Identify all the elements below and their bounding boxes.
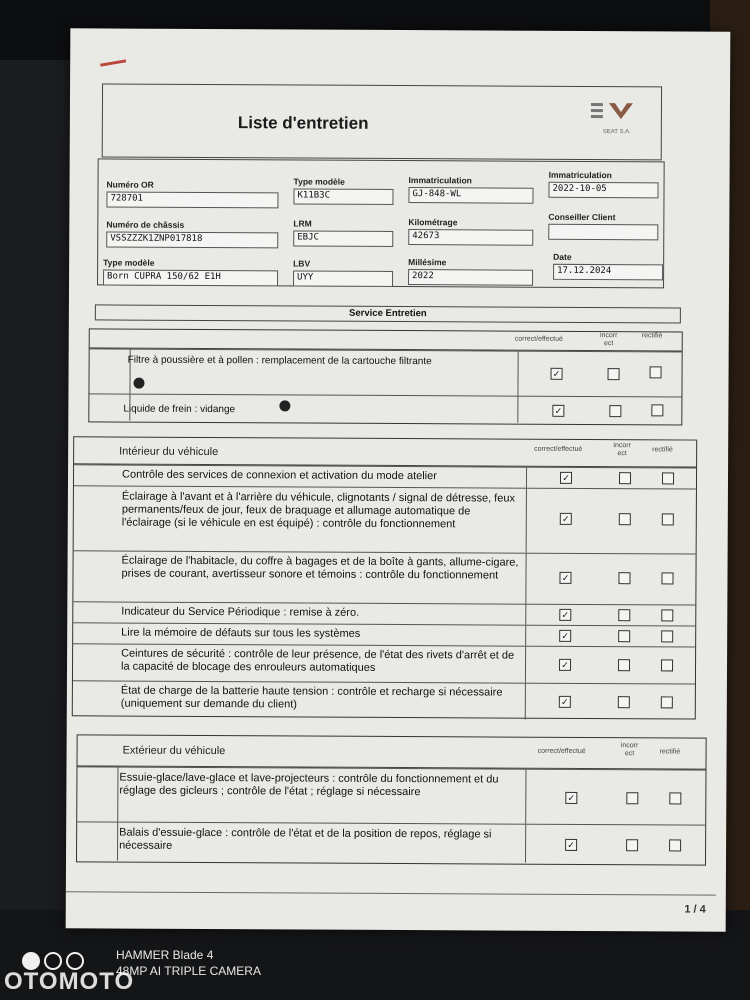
table-row [73, 680, 695, 720]
logo-caption: SEAT S.A. [602, 129, 631, 136]
checkbox-rectifie[interactable] [661, 572, 673, 584]
row-text: Filtre à poussière et à pollen : remplacement de la cartouche filtrante [127, 354, 432, 368]
header-box [102, 83, 662, 160]
table-row [73, 550, 695, 604]
col-rectifie: rectifié [659, 748, 681, 756]
otomoto-watermark: OTOMOTO [4, 968, 135, 995]
field-label: Numéro OR [106, 179, 154, 190]
field-value: VSSZZZK1ZNP017818 [106, 231, 278, 248]
field-label: LRM [293, 218, 312, 229]
pen-mark [100, 59, 126, 66]
camera-spec: 48MP AI TRIPLE CAMERA [116, 964, 261, 978]
checkbox-incorrect[interactable] [618, 659, 630, 671]
checkbox-rectifie[interactable] [669, 839, 681, 851]
row-text: Éclairage de l'habitacle, du coffre à bagages et de la boîte à gants, allume-cigare, prises de courant, avertisseur sonore et témoins : contrôle du fonctionnement [121, 554, 519, 582]
checkbox-rectifie[interactable] [651, 404, 663, 416]
field-label: Conseiller Client [548, 211, 616, 223]
checkbox-correct[interactable]: ✓ [552, 405, 564, 417]
checkbox-rectifie[interactable] [661, 609, 673, 621]
service-table [88, 328, 682, 425]
field-label: Numéro de châssis [106, 219, 185, 230]
bullet-dot [279, 400, 290, 411]
checkbox-incorrect[interactable] [608, 368, 620, 380]
checkbox-incorrect[interactable] [626, 839, 638, 851]
checkbox-correct[interactable]: ✓ [559, 609, 571, 621]
field-label: LBV [293, 258, 311, 269]
field-type-modele-code [293, 176, 393, 205]
table-row [89, 348, 681, 396]
row-text: Lire la mémoire de défauts sur tous les systèmes [121, 626, 361, 640]
row-text: Liquide de frein : vidange [123, 403, 236, 416]
section-title-service: Service Entretien [95, 304, 681, 323]
footer-divider [66, 891, 716, 895]
maintenance-sheet [66, 28, 731, 931]
field-label: Immatriculation [408, 175, 472, 186]
row-text: État de charge de la batterie haute tension : contrôle et recharge si nécessaire (uniquement sur demande du client) [120, 684, 503, 711]
table-row [74, 485, 696, 553]
field-value [548, 224, 658, 241]
checkbox-correct[interactable]: ✓ [565, 792, 577, 804]
checkbox-correct[interactable]: ✓ [559, 572, 571, 584]
checkbox-rectifie[interactable] [662, 513, 674, 525]
col-rectifie: rectifié [641, 332, 663, 340]
field-conseiller-client [548, 212, 658, 241]
section-title-exterieur: Extérieur du véhicule [122, 744, 226, 758]
exterior-table [76, 734, 707, 865]
field-label: Date [553, 251, 572, 262]
row-marker-cell [89, 349, 130, 393]
table-row [89, 393, 681, 423]
cell-separator [525, 626, 526, 646]
page-title: Liste d'entretien [237, 113, 369, 133]
row-marker-cell [77, 822, 118, 860]
checkbox-correct[interactable]: ✓ [565, 839, 577, 851]
checkbox-correct[interactable]: ✓ [559, 630, 571, 642]
field-type-modele [103, 257, 278, 286]
field-value: Born CUPRA 150/62 E1H [103, 269, 278, 286]
checkbox-incorrect[interactable] [609, 405, 621, 417]
field-numero-chassis [106, 219, 278, 248]
checkbox-rectifie[interactable] [662, 472, 674, 484]
col-incorrect: incorr ect [613, 442, 631, 458]
checkbox-incorrect[interactable] [618, 630, 630, 642]
checkbox-incorrect[interactable] [619, 513, 631, 525]
field-lrm [293, 218, 393, 247]
col-correct: correct/effectué [514, 335, 563, 343]
field-value: EBJC [293, 230, 393, 247]
exterior-table-header [77, 735, 705, 769]
field-value: 728701 [106, 191, 278, 208]
row-text: Éclairage à l'avant et à l'arrière du véhicule, clignotants / signal de détresse, feux permanents/feux de jour, feux de braquage et allumage automatique de l'éclairage (si le véhicule en est équipé) : contrôle du fonctionnement [121, 490, 516, 531]
checkbox-rectifie[interactable] [650, 366, 662, 378]
table-row [77, 821, 705, 863]
interior-table-header [74, 437, 696, 467]
cell-separator [517, 352, 518, 396]
field-date [553, 252, 663, 281]
checkbox-incorrect[interactable] [618, 572, 630, 584]
interior-table [72, 436, 697, 719]
col-correct: correct/effectué [534, 445, 583, 453]
checkbox-incorrect[interactable] [626, 792, 638, 804]
row-text: Indicateur du Service Périodique : remise à zéro. [121, 605, 360, 619]
table-row [73, 643, 695, 683]
field-value: UYY [293, 270, 393, 287]
cell-separator [525, 647, 526, 683]
field-label: Type modèle [293, 176, 345, 187]
cell-separator [525, 684, 526, 720]
camera-model: HAMMER Blade 4 [116, 948, 214, 962]
cell-separator [517, 397, 518, 423]
field-value: K11B3C [293, 188, 393, 205]
field-label: Immatriculation [548, 169, 612, 181]
field-kilometrage [408, 217, 533, 246]
row-text: Contrôle des services de connexion et activation du mode atelier [121, 468, 437, 483]
field-value: GJ-848-WL [408, 187, 533, 204]
field-millesime [408, 257, 533, 286]
seat-cupra-logo-icon [589, 99, 633, 123]
page-number: 1 / 4 [684, 903, 706, 916]
cell-separator [525, 554, 526, 604]
cell-separator [526, 489, 527, 553]
cell-separator [525, 605, 526, 625]
table-row [77, 766, 705, 824]
row-text: Balais d'essuie-glace : contrôle de l'état et de la position de repos, réglage si nécessaire [119, 826, 492, 852]
checkbox-correct[interactable]: ✓ [559, 659, 571, 671]
field-numero-or [106, 179, 278, 208]
checkbox-rectifie[interactable] [661, 696, 673, 708]
cell-separator [525, 770, 526, 824]
checkbox-incorrect[interactable] [618, 696, 630, 708]
field-label: Millésime [408, 257, 447, 268]
col-incorrect: incorr ect [599, 332, 618, 348]
checkbox-incorrect[interactable] [618, 609, 630, 621]
checkbox-correct[interactable]: ✓ [559, 696, 571, 708]
field-value: 42673 [408, 229, 533, 246]
cell-separator [525, 825, 526, 863]
row-text: Ceintures de sécurité : contrôle de leur présence, de l'état des rivets d'arrêt et de la capacité de blocage des enrouleurs automatiques [120, 647, 515, 674]
vehicle-info-box [97, 158, 665, 288]
checkbox-correct[interactable]: ✓ [551, 368, 563, 380]
checkbox-rectifie[interactable] [661, 630, 673, 642]
checkbox-incorrect[interactable] [619, 472, 631, 484]
field-label: Type modèle [103, 257, 155, 268]
bullet-dot [133, 378, 144, 389]
field-value: 17.12.2024 [553, 264, 663, 281]
section-title-interieur: Intérieur du véhicule [119, 445, 219, 459]
checkbox-correct[interactable]: ✓ [560, 472, 572, 484]
col-correct: correct/effectué [537, 747, 586, 755]
row-text: Essuie-glace/lave-glace et lave-projecteurs : contrôle du fonctionnement et du réglage des gicleurs ; contrôle de l'état ; réglage si nécessaire [119, 771, 499, 799]
field-value: 2022 [408, 269, 533, 286]
checkbox-rectifie[interactable] [669, 792, 681, 804]
field-immatriculation [408, 175, 533, 204]
col-incorrect: incorr ect [620, 742, 639, 758]
field-lbv [293, 258, 393, 287]
row-marker-cell [77, 767, 118, 821]
col-rectifie: rectifié [652, 446, 673, 454]
field-value: 2022-10-05 [548, 182, 658, 199]
checkbox-rectifie[interactable] [661, 659, 673, 671]
cell-separator [526, 468, 527, 488]
field-label: Kilométrage [408, 217, 458, 228]
field-date-immatriculation [548, 170, 658, 199]
checkbox-correct[interactable]: ✓ [560, 513, 572, 525]
